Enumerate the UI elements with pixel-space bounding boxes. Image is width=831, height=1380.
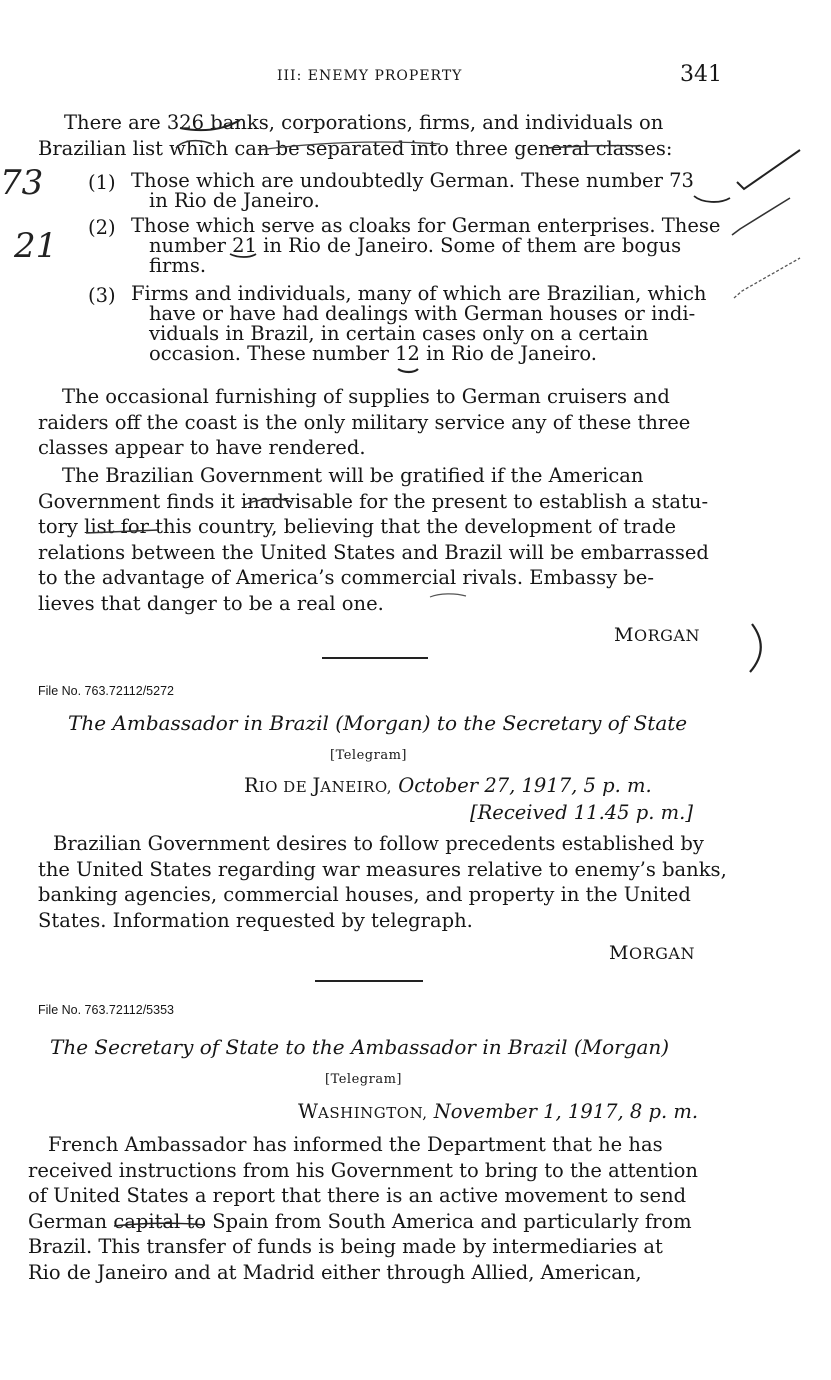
class-1-number: (1) (88, 171, 116, 194)
text-line: Brazilian list which can be separated into three general classes: (38, 136, 673, 160)
text-line: viduals in Brazil, in certain cases only on a certain (149, 322, 649, 345)
text-line: in Rio de Janeiro. (149, 189, 320, 212)
text-line: Those which are undoubtedly German. These number 73 (131, 169, 694, 192)
text-line: The occasional furnishing of supplies to German cruisers and (62, 385, 670, 408)
signature-morgan: MORGAN (614, 624, 700, 646)
text-line: of United States a report that there is an active movement to send (28, 1184, 687, 1207)
handwritten-note-73: 73 (0, 163, 44, 203)
text-line: the United States regarding war measures relative to enemy’s banks, (38, 857, 727, 881)
text-line: Brazil. This transfer of funds is being made by intermediaries at (28, 1235, 663, 1258)
file-number: File No. 763.72112/5353 (38, 1003, 174, 1017)
checkmark-icon (732, 198, 790, 235)
paragraph-military-service (38, 384, 722, 461)
text-line: Government finds it inadvisable for the present to establish a statu- (38, 489, 709, 513)
text-line: lieves that danger to be a real one. (38, 591, 384, 615)
text-line: Rio de Janeiro and at Madrid either through Allied, American, (28, 1260, 642, 1284)
class-3-number: (3) (88, 284, 116, 307)
class-2-text (131, 216, 723, 276)
telegram-label: [Telegram] (325, 1072, 402, 1087)
checkmark-icon (737, 150, 800, 189)
text-line: French Ambassador has informed the Department that he has (48, 1133, 663, 1156)
intro-paragraph (38, 110, 722, 161)
handwritten-note-21: 21 (14, 226, 58, 266)
text-line: classes appear to have rendered. (38, 436, 366, 459)
text-line: banking agencies, commercial houses, and property in the United (38, 883, 691, 906)
text-line: German capital to Spain from South America and particularly from (28, 1209, 692, 1233)
paragraph-statutory-list (38, 463, 722, 616)
text-line: States. Information requested by telegraph. (38, 908, 473, 932)
running-head: III: ENEMY PROPERTY (277, 68, 463, 84)
text-line: Brazilian Government desires to follow precedents established by (53, 832, 704, 855)
text-line: occasion. These number 12 in Rio de Janeiro. (149, 342, 597, 365)
section-divider (315, 980, 423, 982)
signature-morgan: MORGAN (609, 942, 695, 964)
section-divider (322, 657, 428, 659)
text-line: relations between the United States and Brazil will be embarrassed (38, 540, 709, 564)
dateline: WASHINGTON, November 1, 1917, 8 p. m. (298, 1100, 699, 1123)
text-line: number 21 in Rio de Janeiro. Some of them are bogus (149, 234, 682, 257)
class-1-text (131, 171, 693, 211)
page-number: 341 (680, 62, 722, 87)
checkmark-icon (734, 258, 800, 298)
telegram-body (38, 831, 727, 933)
text-line: received instructions from his Government to bring to the attention (28, 1158, 698, 1182)
telegram-body (28, 1132, 706, 1285)
text-line: firms. (149, 254, 207, 277)
telegram-label: [Telegram] (330, 748, 407, 763)
underline-mark (398, 369, 418, 372)
class-2-number: (2) (88, 216, 116, 239)
class-3-text (131, 284, 723, 364)
text-line: raiders off the coast is the only military service any of these three (38, 410, 691, 434)
document-heading: The Ambassador in Brazil (Morgan) to the Secretary of State (68, 711, 688, 735)
text-line: have or have had dealings with German houses or indi- (149, 302, 696, 325)
text-line: There are 326 banks, corporations, firms, and individuals on (64, 111, 664, 134)
text-line: to the advantage of America’s commercial rivals. Embassy be- (38, 566, 654, 589)
dateline: RIO DE JANEIRO, October 27, 1917, 5 p. m. (244, 774, 652, 797)
document-heading: The Secretary of State to the Ambassador in Brazil (Morgan) (50, 1035, 670, 1059)
text-line: The Brazilian Government will be gratified if the American (62, 464, 644, 487)
underline-mark (694, 196, 730, 202)
text-line: Firms and individuals, many of which are Brazilian, which (131, 282, 707, 305)
text-line: Those which serve as cloaks for German enterprises. These (131, 214, 721, 237)
bracket-mark (750, 624, 761, 672)
file-number: File No. 763.72112/5272 (38, 684, 174, 698)
received-time: [Received 11.45 p. m.] (470, 801, 693, 824)
text-line: tory list for this country, believing that the development of trade (38, 515, 677, 538)
